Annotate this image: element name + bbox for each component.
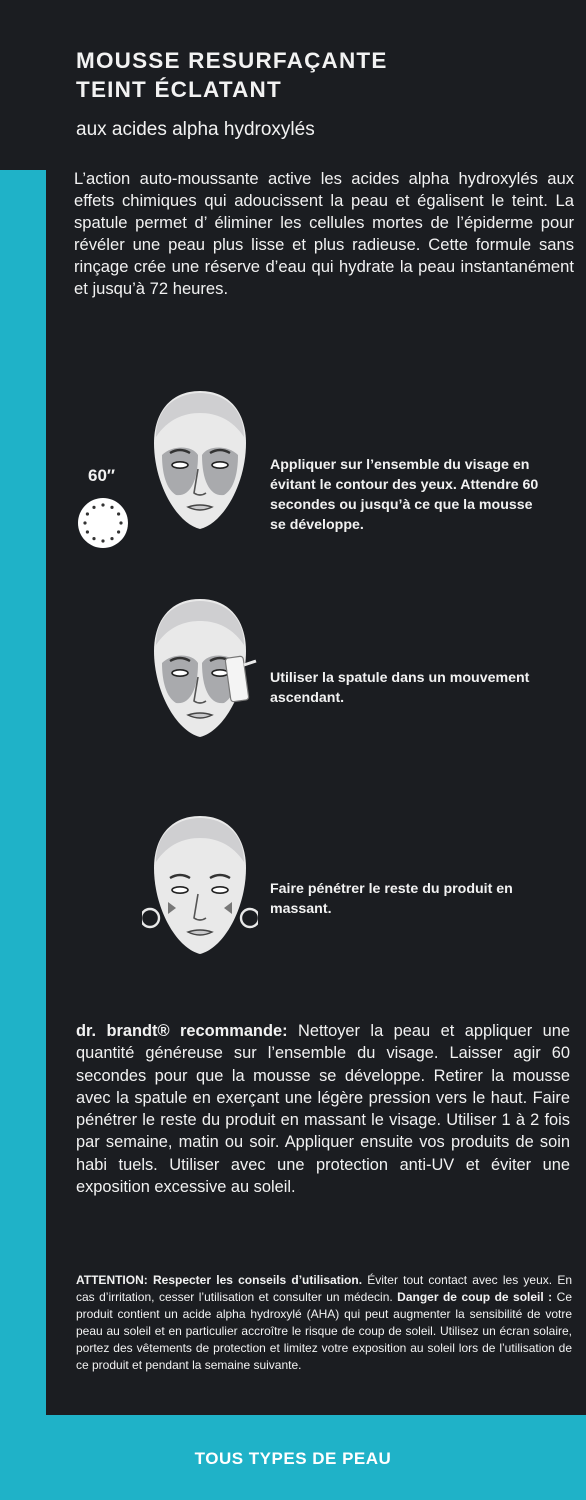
intro-paragraph: L’action auto-moussante active les acides alpha hydroxylés aux effets chimiques qui adoucissent la peau et égalisent le teint. La spatule permet d’ éliminer les cellules mortes de l’épiderme pour révéler une peau plus lisse et plus radieuse. Cette formule sans rinçage crée une réserve d’eau qui hydrate la peau instantanément et jusqu’à 72 heures. xyxy=(74,169,574,298)
step-3-text: Faire pénétrer le reste du produit en massant. xyxy=(270,881,513,917)
warning-lead-2: Danger de coup de soleil : xyxy=(397,1290,553,1305)
recommendation-paragraph xyxy=(76,1020,570,1198)
step-2-text: Utiliser la spatule dans un mouvement ascendant. xyxy=(270,670,530,706)
face-spatula-icon xyxy=(142,593,258,743)
title-line-2: TEINT ÉCLATANT xyxy=(76,77,282,102)
step-1-text: Appliquer sur l’ensemble du visage en évitant le contour des yeux. Attendre 60 secondes ou jusqu’à ce que la mousse se développe. xyxy=(270,457,539,533)
timer-icon xyxy=(76,496,130,550)
timer-label: 60″ xyxy=(88,466,116,485)
recommendation-body: Nettoyer la peau et appliquer une quantité généreuse sur l’ensemble du visage. Laisser agir 60 secondes pour que la mousse se développe. Retirer la mousse avec la spatule en exerçant une légère pression vers le haut. Faire pénétrer le reste du produit en massant le visage. Utiliser 1 à 2 fois par semaine, matin ou soir. Appliquer ensuite vos produits de soin habi tuels. Utiliser avec une protection anti-UV et éviter une exposition excessive au soleil. xyxy=(76,1022,570,1197)
title-line-1: MOUSSE RESURFAÇANTE xyxy=(76,48,388,73)
product-subtitle: aux acides alpha hydroxylés xyxy=(76,119,315,140)
skin-type-label: TOUS TYPES DE PEAU xyxy=(194,1449,392,1468)
product-title xyxy=(76,46,566,104)
recommendation-lead: dr. brandt® recommande: xyxy=(76,1022,288,1040)
warning-lead-1: ATTENTION: Respecter les conseils d’utilisation. xyxy=(76,1273,363,1287)
accent-strip xyxy=(0,170,46,1415)
warning-text-1: Éviter tout contact avec les yeux. En cas d’irritation, cesser l’utilisation et consulter un médecin. xyxy=(76,1273,572,1305)
face-mousse-icon xyxy=(142,385,258,535)
warning-paragraph xyxy=(76,1272,572,1375)
warning-text-2: Ce produit contient un acide alpha hydroxylé (AHA) qui peut augmenter la sensibilité de votre peau au soleil et en particulier accroître le risque de coup de soleil. Utilisez un écran solaire, portez des vêtements de protection et limitez votre exposition au soleil lors de l’utilisation de ce produit et pendant la semaine suivante. xyxy=(76,1290,572,1373)
face-massage-icon xyxy=(142,810,258,960)
